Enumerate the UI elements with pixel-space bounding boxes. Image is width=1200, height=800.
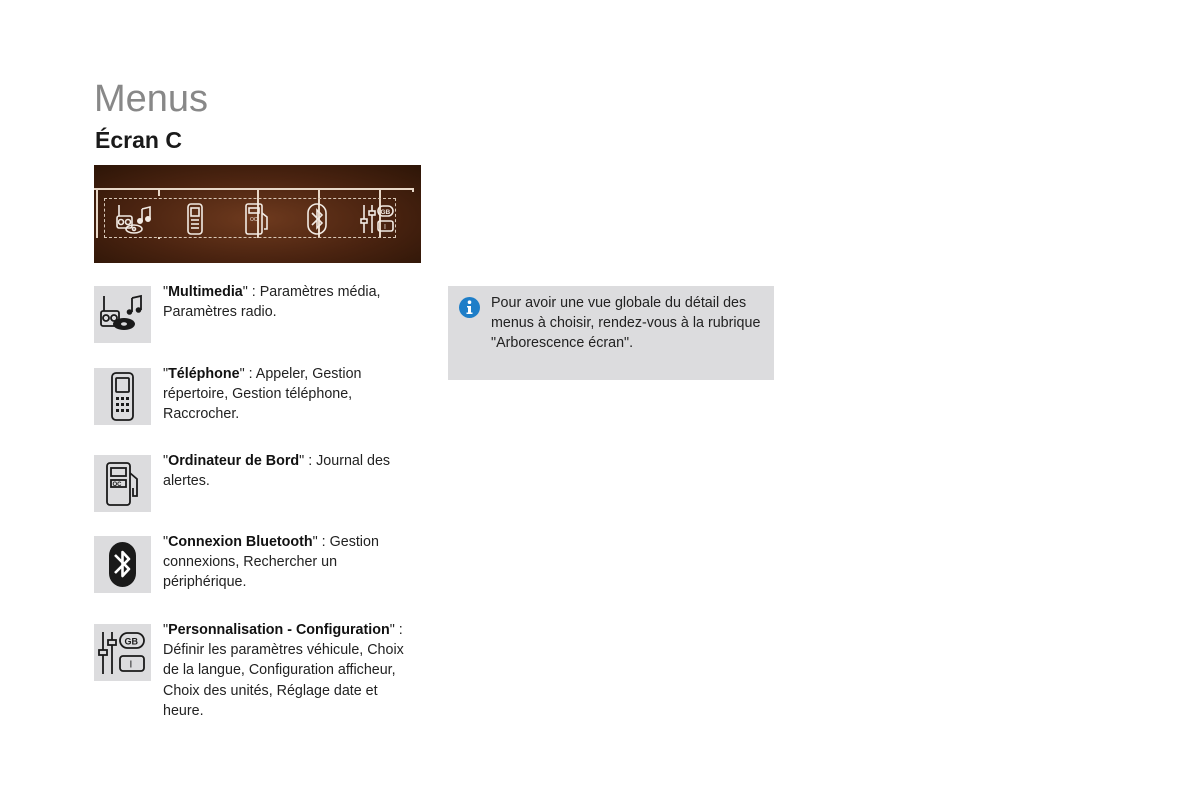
telephone-menu-icon xyxy=(94,368,151,425)
multimedia-menu-description: "Multimedia" : Paramètres média, Paramètres radio. xyxy=(163,284,381,321)
svg-text:GB: GB xyxy=(124,636,138,647)
svg-text:I: I xyxy=(129,659,133,671)
svg-text:OC: OC xyxy=(112,482,122,488)
telephone-menu-description: "Téléphone" : Appeler, Gestion répertoire, Gestion téléphone, Raccrocher. xyxy=(163,366,362,423)
telephone-icon xyxy=(94,368,151,425)
bluetooth-menu-icon xyxy=(94,536,151,593)
svg-text:GB: GB xyxy=(380,208,391,216)
info-box xyxy=(448,286,774,380)
page-title: Menus xyxy=(94,78,209,120)
info-text: Pour avoir une vue globale du détail des menus à choisir, rendez-vous à la rubrique "Arborescence écran". xyxy=(491,295,761,352)
multimedia-icon xyxy=(94,286,151,343)
trip-computer-menu-description: "Ordinateur de Bord" : Journal des alertes. xyxy=(163,453,391,490)
bluetooth-icon xyxy=(94,536,151,593)
telephone-icon xyxy=(175,201,215,237)
screen-c-illustration xyxy=(94,165,421,263)
settings-menu-description: "Personnalisation - Configuration" : Définir les paramètres véhicule, Choix de la langue, Configuration afficheur, Choix des unités, Réglage date et heure. xyxy=(163,622,404,719)
multimedia-icon xyxy=(114,201,154,237)
svg-text:OC: OC xyxy=(250,217,258,223)
info-icon xyxy=(459,297,480,318)
trip-computer-icon xyxy=(236,201,276,237)
settings-icon xyxy=(94,624,151,681)
bluetooth-menu-description: "Connexion Bluetooth" : Gestion connexions, Rechercher un périphérique. xyxy=(163,534,379,591)
bluetooth-icon xyxy=(297,201,337,237)
page-subtitle: Écran C xyxy=(95,127,182,153)
trip-computer-icon xyxy=(94,455,151,512)
svg-text:I: I xyxy=(384,224,386,231)
trip-computer-menu-icon xyxy=(94,455,151,512)
settings-icon xyxy=(358,201,398,237)
settings-menu-icon xyxy=(94,624,151,681)
multimedia-menu-icon xyxy=(94,286,151,343)
